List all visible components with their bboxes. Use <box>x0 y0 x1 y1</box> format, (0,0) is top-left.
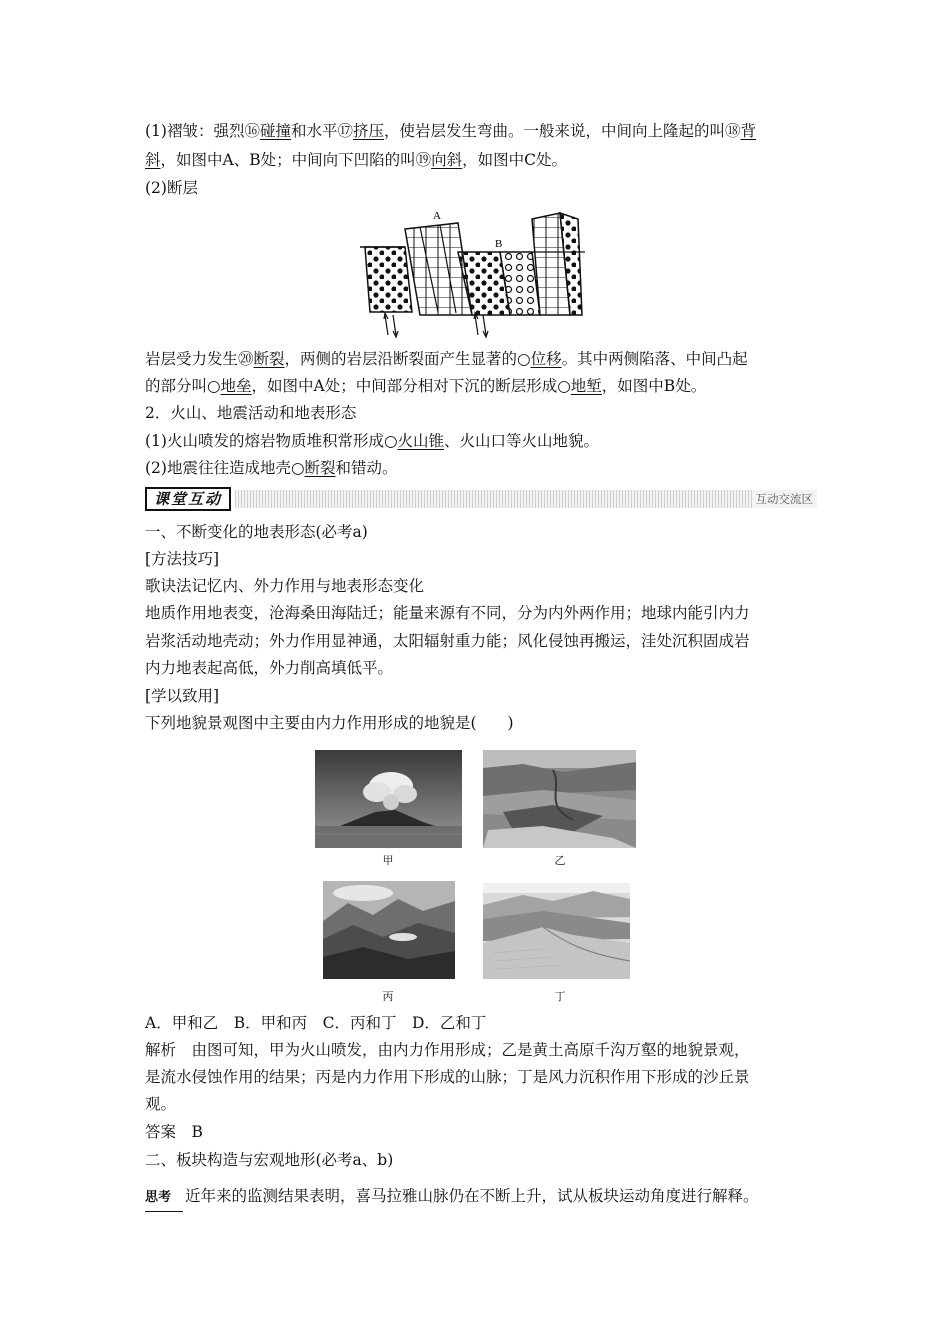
banner-title: 课堂互动 <box>145 487 231 511</box>
method-label: [方法技巧] <box>145 550 220 568</box>
fault-line-2: 的部分叫○地垒，如图中A处；中间部分相对下沉的断层形成○地堑，如图中B处。 <box>145 377 707 395</box>
answer-line: 答案 B <box>145 1123 203 1141</box>
banner-strip <box>235 490 817 508</box>
volcano-heading: 2．火山、地震活动和地表形态 <box>145 404 357 422</box>
volcano-line: (1)火山喷发的熔岩物质堆积常形成○火山锥、火山口等火山地貌。 <box>145 432 600 450</box>
analysis-line-3: 观。 <box>145 1095 177 1113</box>
section1-heading: 一、不断变化的地表形态(必考a) <box>145 523 368 541</box>
label-a: A <box>433 210 441 222</box>
earthquake-line: (2)地震往往造成地壳○断裂和错动。 <box>145 459 398 477</box>
song-line-1: 地质作用地表变，沧海桑田海陆迁；能量来源有不同，分为内外两作用；地球内能引内力 <box>145 604 750 622</box>
think-line: 思考 近年来的监测结果表明，喜马拉雅山脉仍在不断上升，试从板块运动角度进行解释。 <box>145 1183 825 1212</box>
apply-label: [学以致用] <box>145 687 220 705</box>
photo-volcano <box>315 750 462 848</box>
fault-diagram <box>360 207 585 339</box>
think-label: 思考 <box>145 1185 183 1212</box>
options-line: A．甲和乙 B．甲和丙 C．丙和丁 D．乙和丁 <box>145 1014 487 1032</box>
caption-yi: 乙 <box>554 854 566 867</box>
section2-heading: 二、板块构造与宏观地形(必考a、b) <box>145 1151 394 1169</box>
analysis-line-1: 解析 由图可知，甲为火山喷发，由内力作用形成；乙是黄土高原千沟万壑的地貌景观， <box>145 1041 750 1059</box>
photo-dunes <box>483 883 630 979</box>
fault-arrows <box>384 313 488 337</box>
banner-right-label: 互动交流区 <box>752 490 818 508</box>
photo-mountains <box>323 881 455 979</box>
question-text: 下列地貌景观图中主要由内力作用形成的地貌是( ) <box>145 714 514 732</box>
song-title: 歌诀法记忆内、外力作用与地表形态变化 <box>145 577 425 595</box>
caption-bing: 丙 <box>382 990 394 1003</box>
photo-loess <box>483 750 636 848</box>
caption-ding: 丁 <box>554 990 566 1003</box>
section-banner <box>145 487 817 511</box>
fault-line-1: 岩层受力发生⑳断裂，两侧的岩层沿断裂面产生显著的○位移。其中两侧陷落、中间凸起 <box>145 350 748 368</box>
fold-line-2: 斜，如图中A、B处；中间向下凹陷的叫⑲向斜，如图中C处。 <box>145 151 567 169</box>
label-b: B <box>495 238 503 250</box>
caption-jia: 甲 <box>382 854 394 867</box>
fold-line-1: (1)褶皱：强烈⑯碰撞和水平⑰挤压，使岩层发生弯曲。一般来说，中间向上隆起的叫⑱背 <box>145 122 757 140</box>
song-line-2: 岩浆活动地壳动；外力作用显神通，太阳辐射重力能；风化侵蚀再搬运，洼处沉积固成岩 <box>145 632 750 650</box>
song-line-3: 内力地表起高低，外力削高填低平。 <box>145 659 394 677</box>
fault-heading: (2)断层 <box>145 179 198 197</box>
analysis-line-2: 是流水侵蚀作用的结果；丙是内力作用下形成的山脉；丁是风力沉积作用下形成的沙丘景 <box>145 1068 750 1086</box>
